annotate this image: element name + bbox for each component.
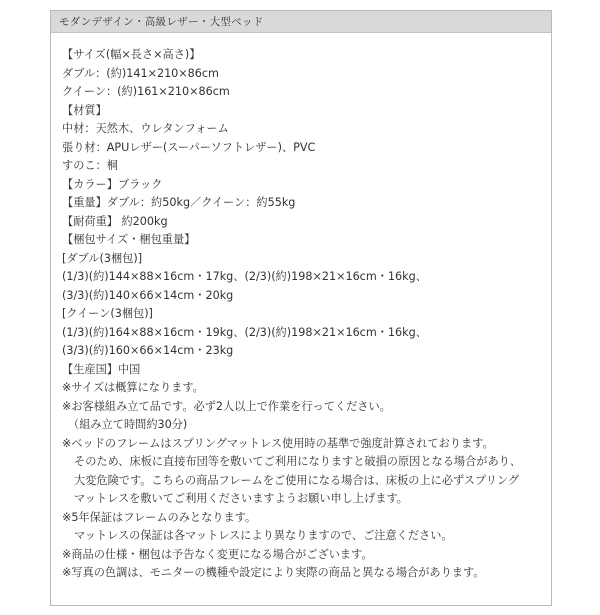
spec-header-bar	[51, 11, 551, 33]
spec-line: ※商品の仕様・梱包は予告なく変更になる場合がございます。	[62, 547, 373, 561]
spec-line: 中材：天然木、ウレタンフォーム	[62, 122, 229, 135]
spec-line: [ダブル(3梱包)]	[62, 251, 143, 265]
spec-panel	[50, 10, 552, 606]
spec-line: 【重量】ダブル：約50kg／クイーン：約55kg	[62, 196, 296, 209]
spec-line: ※写真の色調は、モニターの機種や設定により実際の商品と異なる場合があります。	[62, 566, 485, 579]
spec-line: マットレスの保証は各マットレスにより異なりますので、ご注意ください。	[74, 529, 453, 542]
spec-line: すのこ：桐	[62, 159, 118, 172]
spec-line: クイーン：(約)161×210×86cm	[62, 85, 230, 98]
spec-line: (3/3)(約)140×66×14cm・20kg	[62, 288, 234, 302]
spec-line: [クイーン(3梱包)]	[62, 307, 153, 320]
spec-line: マットレスを敷いてご利用くださいますようお願い申し上げます。	[74, 492, 408, 505]
spec-line: 【耐荷重】 約200kg	[62, 214, 168, 228]
spec-line: ※サイズは概算になります。	[62, 381, 204, 394]
spec-line: ダブル：(約)141×210×86cm	[62, 66, 219, 80]
spec-line: (1/3)(約)164×88×16cm・19kg、(2/3)(約)198×21×16cm・16kg、	[62, 325, 427, 339]
spec-line: 【生産国】中国	[62, 362, 141, 376]
spec-line: （組み立て時間約30分)	[68, 418, 188, 431]
spec-line: ※ベッドのフレームはスプリングマットレス使用時の基準で強度計算されております。	[62, 436, 494, 450]
spec-line: 張り材：APUレザー(スーパーソフトレザー)、PVC	[62, 140, 316, 154]
spec-header-title: モダンデザイン・高級レザー・大型ベッド	[59, 16, 264, 28]
spec-line: (3/3)(約)160×66×14cm・23kg	[62, 344, 234, 357]
spec-line: 【梱包サイズ・梱包重量】	[62, 233, 196, 246]
spec-line: 【サイズ(幅×長さ×高さ)】	[62, 48, 201, 61]
spec-line: 【カラー】ブラック	[62, 177, 163, 191]
spec-line: 大変危険です。こちらの商品フレームをご使用になる場合は、床板の上に必ずスプリング	[74, 473, 520, 487]
spec-line: 【材質】	[62, 103, 107, 117]
spec-line: ※5年保証はフレームのみとなります。	[62, 510, 257, 524]
spec-line: (1/3)(約)144×88×16cm・17kg、(2/3)(約)198×21×16cm・16kg、	[62, 270, 427, 283]
spec-body	[62, 46, 545, 583]
spec-line: ※お客様組み立て品です。必ず2人以上で作業を行ってください。	[62, 399, 391, 413]
spec-line: そのため、床板に直接布団等を敷いてご利用になりますと破損の原因となる場合があり、	[74, 455, 522, 468]
